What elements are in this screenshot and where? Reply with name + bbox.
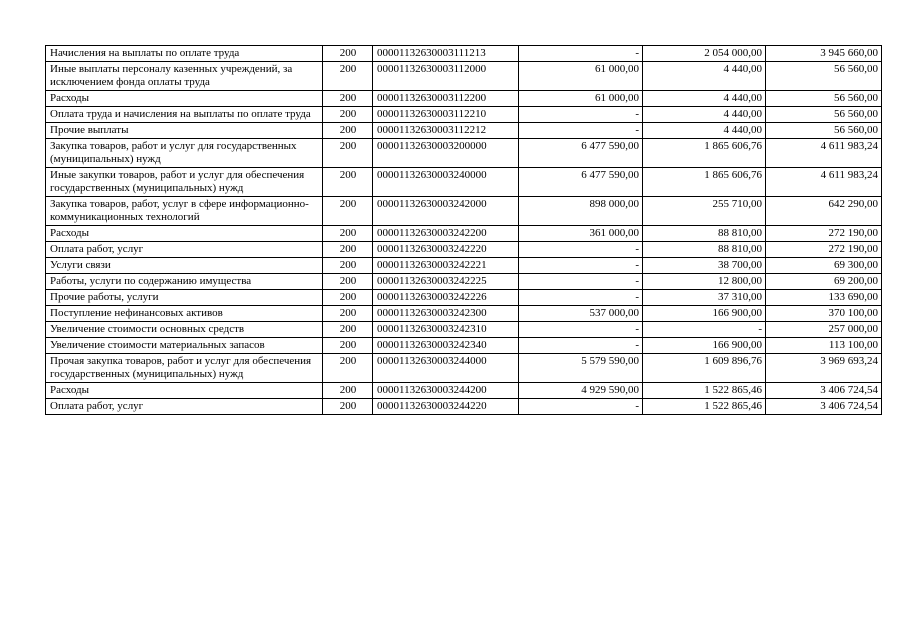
row-executed-cell: 88 810,00 [643,226,766,242]
row-remaining-cell: 4 611 983,24 [766,168,882,197]
row-code-cell: 200 [323,46,373,62]
row-approved-cell: 4 929 590,00 [519,383,643,399]
row-remaining-cell: 56 560,00 [766,91,882,107]
row-executed-cell: 255 710,00 [643,197,766,226]
table-row [46,123,882,139]
row-name-cell: Расходы [46,383,323,399]
row-remaining-cell: 3 406 724,54 [766,383,882,399]
row-remaining-cell: 257 000,00 [766,322,882,338]
row-executed-cell: 4 440,00 [643,62,766,91]
row-code-cell: 200 [323,306,373,322]
row-approved-cell: - [519,274,643,290]
row-approved-cell: - [519,107,643,123]
row-executed-cell: 38 700,00 [643,258,766,274]
row-approved-cell: 5 579 590,00 [519,354,643,383]
row-code-cell: 200 [323,197,373,226]
row-kbk-cell: 00001132630003200000 [373,139,519,168]
table-row [46,46,882,62]
table-row [46,399,882,415]
row-approved-cell: - [519,258,643,274]
row-name-cell: Оплата работ, услуг [46,399,323,415]
row-kbk-cell: 00001132630003244000 [373,354,519,383]
row-remaining-cell: 370 100,00 [766,306,882,322]
row-approved-cell: 361 000,00 [519,226,643,242]
row-remaining-cell: 642 290,00 [766,197,882,226]
row-kbk-cell: 00001132630003242220 [373,242,519,258]
row-remaining-cell: 3 969 693,24 [766,354,882,383]
table-row [46,107,882,123]
row-code-cell: 200 [323,91,373,107]
row-code-cell: 200 [323,139,373,168]
row-approved-cell: 898 000,00 [519,197,643,226]
table-row [46,242,882,258]
row-executed-cell: 4 440,00 [643,91,766,107]
row-name-cell: Расходы [46,226,323,242]
table-row [46,91,882,107]
row-name-cell: Иные выплаты персоналу казенных учреждений, за исключением фонда оплаты труда [46,62,323,91]
row-approved-cell: 61 000,00 [519,62,643,91]
row-remaining-cell: 3 945 660,00 [766,46,882,62]
row-executed-cell: 1 522 865,46 [643,383,766,399]
row-kbk-cell: 00001132630003112200 [373,91,519,107]
row-executed-cell: - [643,322,766,338]
row-code-cell: 200 [323,383,373,399]
row-kbk-cell: 00001132630003242000 [373,197,519,226]
table-row [46,62,882,91]
row-executed-cell: 166 900,00 [643,338,766,354]
row-kbk-cell: 00001132630003242200 [373,226,519,242]
row-kbk-cell: 00001132630003111213 [373,46,519,62]
row-approved-cell: - [519,338,643,354]
table-row [46,226,882,242]
row-name-cell: Работы, услуги по содержанию имущества [46,274,323,290]
row-executed-cell: 4 440,00 [643,123,766,139]
table-row [46,383,882,399]
budget-execution-table [45,45,882,415]
row-name-cell: Оплата труда и начисления на выплаты по оплате труда [46,107,323,123]
row-remaining-cell: 69 200,00 [766,274,882,290]
row-name-cell: Закупка товаров, работ, услуг в сфере информационно-коммуникационных технологий [46,197,323,226]
table-row [46,197,882,226]
table-row [46,306,882,322]
row-remaining-cell: 56 560,00 [766,123,882,139]
row-kbk-cell: 00001132630003242340 [373,338,519,354]
row-kbk-cell: 00001132630003244200 [373,383,519,399]
row-executed-cell: 1 609 896,76 [643,354,766,383]
row-code-cell: 200 [323,322,373,338]
row-remaining-cell: 56 560,00 [766,62,882,91]
row-code-cell: 200 [323,242,373,258]
row-executed-cell: 166 900,00 [643,306,766,322]
row-remaining-cell: 113 100,00 [766,338,882,354]
row-name-cell: Иные закупки товаров, работ и услуг для обеспечения государственных (муниципальных) нужд [46,168,323,197]
row-executed-cell: 37 310,00 [643,290,766,306]
row-approved-cell: 537 000,00 [519,306,643,322]
row-remaining-cell: 4 611 983,24 [766,139,882,168]
row-approved-cell: 61 000,00 [519,91,643,107]
row-remaining-cell: 3 406 724,54 [766,399,882,415]
row-approved-cell: - [519,322,643,338]
row-name-cell: Оплата работ, услуг [46,242,323,258]
row-kbk-cell: 00001132630003240000 [373,168,519,197]
table-row [46,322,882,338]
row-executed-cell: 12 800,00 [643,274,766,290]
row-approved-cell: - [519,242,643,258]
row-code-cell: 200 [323,258,373,274]
row-remaining-cell: 56 560,00 [766,107,882,123]
row-kbk-cell: 00001132630003112000 [373,62,519,91]
row-name-cell: Закупка товаров, работ и услуг для государственных (муниципальных) нужд [46,139,323,168]
table-row [46,168,882,197]
row-remaining-cell: 272 190,00 [766,226,882,242]
row-approved-cell: - [519,123,643,139]
row-approved-cell: 6 477 590,00 [519,139,643,168]
row-code-cell: 200 [323,226,373,242]
row-name-cell: Прочая закупка товаров, работ и услуг для обеспечения государственных (муниципальных) нужд [46,354,323,383]
row-code-cell: 200 [323,123,373,139]
row-code-cell: 200 [323,168,373,197]
row-kbk-cell: 00001132630003242225 [373,274,519,290]
row-code-cell: 200 [323,107,373,123]
table-body [46,46,882,415]
table-row [46,274,882,290]
table-row [46,139,882,168]
row-kbk-cell: 00001132630003242310 [373,322,519,338]
row-approved-cell: - [519,46,643,62]
row-code-cell: 200 [323,62,373,91]
row-name-cell: Начисления на выплаты по оплате труда [46,46,323,62]
table-row [46,338,882,354]
row-approved-cell: - [519,290,643,306]
row-name-cell: Расходы [46,91,323,107]
row-executed-cell: 4 440,00 [643,107,766,123]
row-kbk-cell: 00001132630003242226 [373,290,519,306]
row-executed-cell: 1 865 606,76 [643,139,766,168]
row-executed-cell: 1 865 606,76 [643,168,766,197]
table-row [46,258,882,274]
row-code-cell: 200 [323,274,373,290]
row-code-cell: 200 [323,354,373,383]
row-remaining-cell: 272 190,00 [766,242,882,258]
row-name-cell: Прочие работы, услуги [46,290,323,306]
row-name-cell: Увеличение стоимости материальных запасов [46,338,323,354]
row-executed-cell: 1 522 865,46 [643,399,766,415]
row-name-cell: Услуги связи [46,258,323,274]
row-executed-cell: 88 810,00 [643,242,766,258]
table-row [46,354,882,383]
row-approved-cell: - [519,399,643,415]
row-remaining-cell: 69 300,00 [766,258,882,274]
row-code-cell: 200 [323,399,373,415]
row-kbk-cell: 00001132630003242221 [373,258,519,274]
row-code-cell: 200 [323,338,373,354]
row-code-cell: 200 [323,290,373,306]
row-executed-cell: 2 054 000,00 [643,46,766,62]
row-name-cell: Увеличение стоимости основных средств [46,322,323,338]
row-kbk-cell: 00001132630003242300 [373,306,519,322]
row-name-cell: Прочие выплаты [46,123,323,139]
row-kbk-cell: 00001132630003112212 [373,123,519,139]
row-kbk-cell: 00001132630003244220 [373,399,519,415]
row-remaining-cell: 133 690,00 [766,290,882,306]
row-kbk-cell: 00001132630003112210 [373,107,519,123]
table-row [46,290,882,306]
row-name-cell: Поступление нефинансовых активов [46,306,323,322]
row-approved-cell: 6 477 590,00 [519,168,643,197]
